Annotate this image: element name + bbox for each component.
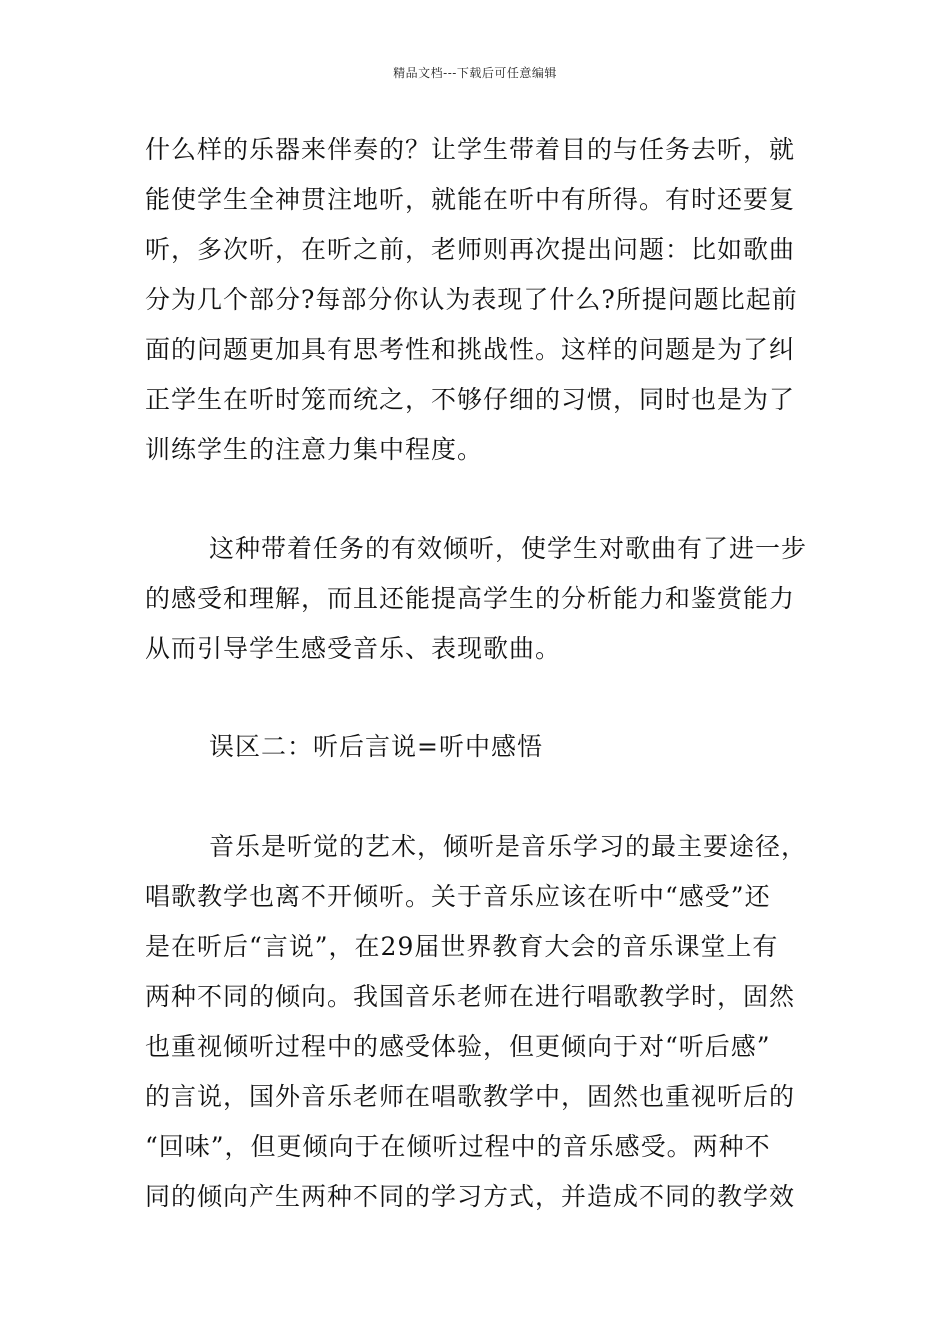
paragraph-3 [145,822,815,1222]
paragraph-line: 这种带着任务的有效倾听，使学生对歌曲有了进一步 [209,534,808,563]
paragraph-line: 音乐是听觉的艺术，倾听是音乐学习的最主要途径， [209,832,808,861]
paragraph-line: 正学生在听时笼而统之，不够仔细的习惯，同时也是为了 [145,385,796,414]
paragraph-2 [145,524,815,674]
heading-line: 误区二：听后言说=听中感悟 [209,732,543,761]
paragraph-line: 两种不同的倾向。我国音乐老师在进行唱歌教学时，固然 [145,982,796,1011]
paragraph-line: 是在听后“言说”，在29届世界教育大会的音乐课堂上有 [145,932,779,961]
page-header: 精品文档---下载后可任意编辑 [393,66,557,80]
paragraph-line: 什么样的乐器来伴奏的？让学生带着目的与任务去听，就 [145,135,796,164]
paragraph-line: 训练学生的注意力集中程度。 [145,435,484,464]
paragraph-line: 也重视倾听过程中的感受体验，但更倾向于对“听后感” [145,1032,771,1061]
paragraph-line: 的言说，国外音乐老师在唱歌教学中，固然也重视听后的 [145,1082,796,1111]
paragraph-line: 的感受和理解，而且还能提高学生的分析能力和鉴赏能力 [145,584,796,613]
paragraph-line: 同的倾向产生两种不同的学习方式，并造成不同的教学效 [145,1182,796,1211]
paragraph-1 [145,125,815,475]
paragraph-line: “回味”，但更倾向于在倾听过程中的音乐感受。两种不 [145,1132,771,1161]
paragraph-line: 听，多次听，在听之前，老师则再次提出问题：比如歌曲 [145,235,796,264]
paragraph-line: 能使学生全神贯注地听，就能在听中有所得。有时还要复 [145,185,796,214]
paragraph-line: 唱歌教学也离不开倾听。关于音乐应该在听中“感受”还 [145,882,771,911]
paragraph-line: 面的问题更加具有思考性和挑战性。这样的问题是为了纠 [145,335,796,364]
paragraph-line: 分为几个部分?每部分你认为表现了什么?所提问题比起前 [145,285,798,314]
section-heading [145,722,815,772]
paragraph-line: 从而引导学生感受音乐、表现歌曲。 [145,634,562,663]
